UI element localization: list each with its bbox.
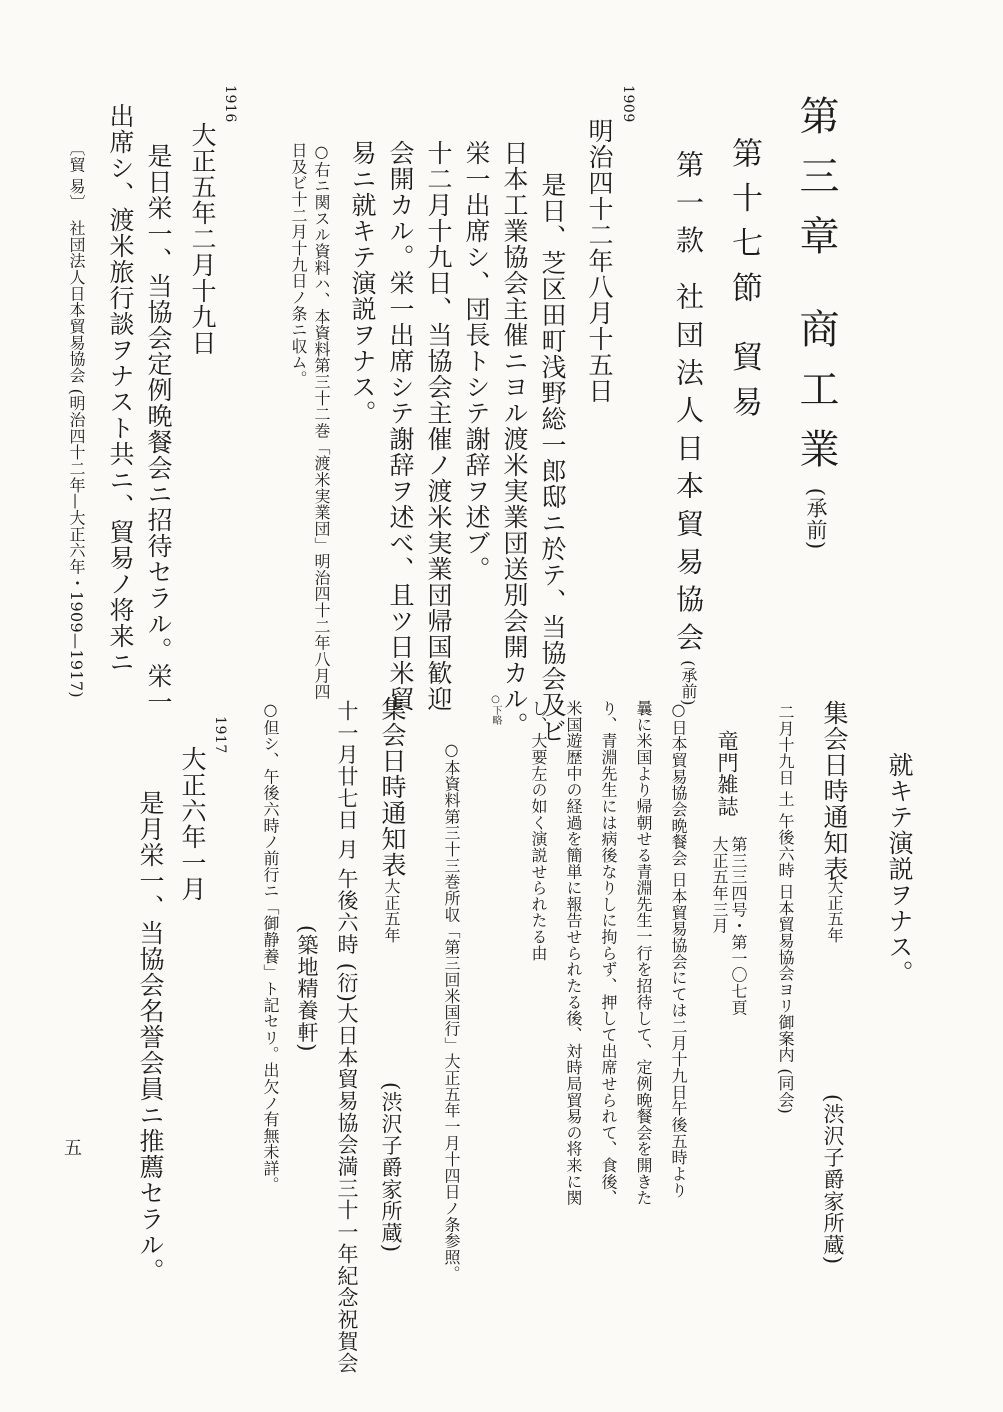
chapter-note: (承前) — [804, 487, 828, 551]
line-1916-1: 是日栄一、当協会定例晩餐会ニ招待セラル。栄一 — [144, 143, 173, 715]
notice1-era: 大正五年 — [825, 878, 844, 944]
reference-note: ○本資料第三十三巻所収「第三回米国行」大正五年一月十四日ノ条参照。 — [442, 740, 461, 1282]
note-1909-2: 日及ビ十二月十九日ノ条ニ収ム。 — [289, 142, 308, 387]
running-head-left: 〔貿 易〕 — [67, 140, 86, 211]
date-1917: 大正六年一月 — [178, 746, 207, 902]
date-1909: 明治四十二年八月十五日 — [585, 118, 614, 404]
notice1-source: (渋沢子爵家所蔵) — [821, 1094, 845, 1265]
magazine-name: 竜門雑誌 — [715, 730, 739, 818]
line-1909-5: 会開カル。栄一出席シテ謝辞ヲ述べ、且ツ日米貿 — [386, 140, 415, 712]
notice2-venue: (築地精養軒) — [295, 925, 319, 1053]
notice2-row: 十一月廿七日 月 午後六時 (衍)大日本貿易協会満三十一年紀念祝賀会 — [335, 700, 359, 1374]
magazine-line-1: ○日本貿易協会晩餐会 日本貿易協会にては二月十九日午後五時より — [669, 700, 688, 1199]
year-1917: 1917 — [212, 716, 228, 754]
continuation-line: 就キテ演説ヲナス。 — [885, 752, 914, 986]
chapter-title: 第三章 商工業 — [793, 95, 839, 488]
notice1-row: 二月十九日 土 午後六時 日本貿易協会ヨリ御案内 (同会) — [776, 704, 795, 1115]
page-number: 五 — [61, 1138, 82, 1157]
notice2-note: ○但シ、午後六時ノ前行ニ「御静養」ト記セリ。出欠ノ有無未詳。 — [261, 700, 280, 1193]
notice2-source: (渋沢子爵家所蔵) — [379, 1082, 403, 1253]
year-1916: 1916 — [222, 85, 238, 123]
running-head-right: 社団法人日本貿易協会 (明治四十二年—大正六年・1909—1917) — [67, 220, 86, 698]
notice2-title: 集会日時通知表 — [378, 696, 407, 878]
notice1-title: 集会日時通知表 — [820, 700, 849, 882]
section-title: 第十七節 貿易 — [726, 137, 762, 431]
line-1909-2: 日本工業協会主催ニヨル渡米実業団送別会開カル。 — [500, 140, 529, 738]
line-1909-4: 十二月十九日、当協会主催ノ渡米実業団帰国歓迎 — [424, 140, 453, 712]
line-1917: 是月栄一、当協会名誉会員ニ推薦セラル。 — [136, 790, 165, 1284]
line-1916-2: 出席シ、渡米旅行談ヲナスト共ニ、貿易ノ将来ニ — [106, 103, 135, 675]
magazine-line-4: 米国遊歴中の経過を簡単に報告せられたる後、対時局貿易の将来に関 — [564, 700, 583, 1206]
magazine-issue: 第三三四号・第一〇七頁 — [729, 836, 748, 1016]
article-title: 第一款 社団法人日本貿易協会 — [672, 150, 705, 661]
line-1909-1: 是日、芝区田町浅野総一郎邸ニ於テ、当協会及ビ — [538, 172, 567, 744]
note-1909-1: ○右ニ関スル資料ハ、本資料第三十二巻「渡米実業団」明治四十二年八月四 — [312, 142, 331, 700]
year-1909: 1909 — [620, 85, 636, 123]
date-1916: 大正五年二月十九日 — [188, 122, 217, 356]
magazine-line-3: り、青淵先生には病後なりしに拘らず、押して出席せられて、食後、 — [599, 700, 618, 1206]
omission-note: ○下略 — [490, 694, 501, 725]
article-note: (承前) — [679, 660, 698, 706]
magazine-line-5: し、大要左の如く演説せられたる由 — [529, 700, 548, 962]
magazine-line-2: 曩に米国より帰朝せる青淵先生一行を招待して、定例晩餐会を開きた — [634, 700, 653, 1206]
line-1909-6: 易ニ就キテ演説ヲナス。 — [348, 140, 377, 426]
magazine-date: 大正五年三月 — [710, 836, 729, 934]
line-1909-3: 栄一出席シ、団長トシテ謝辞ヲ述ブ。 — [462, 140, 491, 582]
notice2-era: 大正五年 — [382, 878, 401, 944]
